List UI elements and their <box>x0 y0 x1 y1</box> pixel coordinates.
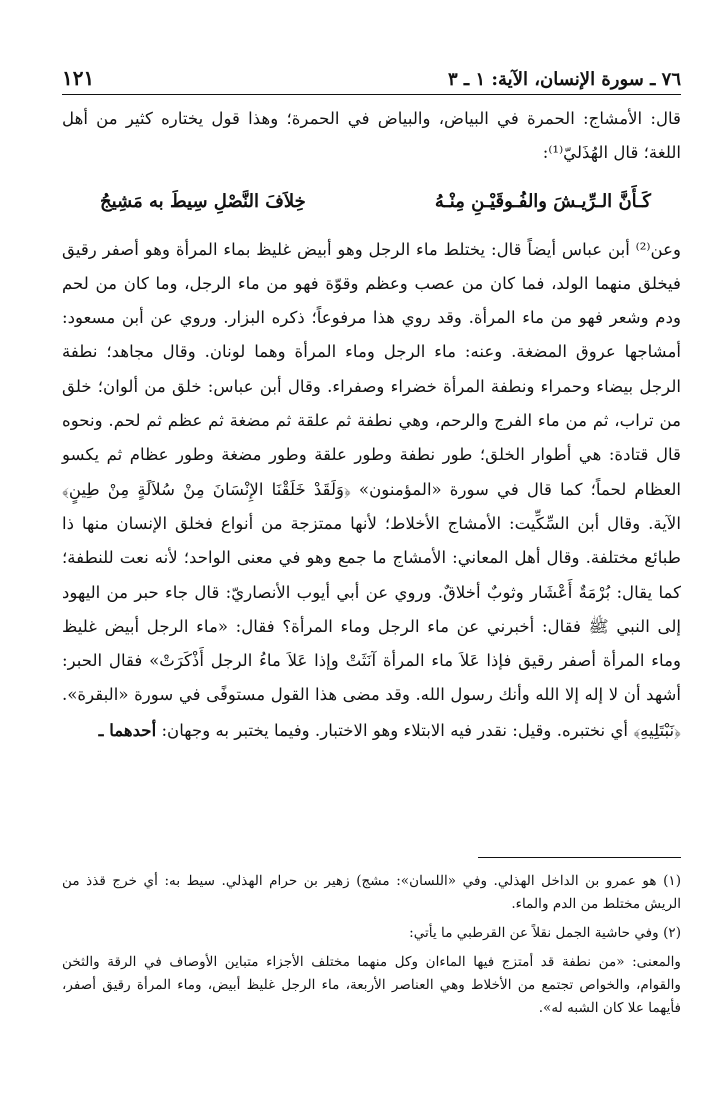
footnote-separator <box>478 857 681 858</box>
page-header <box>62 58 681 95</box>
footnote-2: (٢) وفي حاشية الجمل نقلاً عن القرطبي ما يأتي: <box>409 925 681 941</box>
poetry-verse <box>62 171 681 233</box>
paragraph-tail-bold: أحدهما ـ <box>98 719 157 740</box>
verse-second-hemistich: خِلاَفَ النَّصْلِ سِيطَ به مَشِيجُ <box>100 190 306 212</box>
paragraph-main-text: وعن⁽²⁾ أبن عباس أيضاً قال: يختلط ماء الرجل وهو أبيض غليظ بماء المرأة وهو أصفر رقيق فيخلق منهما الولد، فما كان من عصب وعظم وقوّة فهو من ماء الرجل، وما كان من لحم ودم وشعر فهو من ماء المرأة. وقد روي هذا مرفوعاً؛ ذكره البزار. وروي عن أبن مسعود: أمشاجها عروق المضغة. وعنه: ماء الرجل وماء المرأة وهما لونان. وقال مجاهد؛ نطفة الرجل بيضاء وحمراء ونطفة المرأة خضراء وصفراء. وقال أبن عباس: خلق من ألوان؛ خلق من تراب، ثم من ماء الفرج والرحم، وهي نطفة ثم علقة ثم مضغة ثم عظم ثم لحم. ونحوه قال قتادة: هي أطوار الخلق؛ طور نطفة وطور علقة وطور مضغة وطور عظام ثم يكسو العظام لحماً؛ كما قال في سورة «المؤمنون» ﴿وَلَقَدْ خَلَقْنَا الإِنْسَانَ مِنْ سُلاَلَةٍ مِنْ طِينٍ﴾ الآية. وقال أبن السِّكِّيت: الأمشاج الأخلاط؛ لأنها ممتزجة من أنواع فخلق الإنسان منها ذا طبائع مختلفة. وقال أهل المعاني: الأمشاج ما جمع وهو في معنى الواحد؛ لأنه نعت للنطفة؛ كما يقال: بُرْمَةٌ أَعْشَار وثوبٌ أخلاقٌ. وروي عن أبي أيوب الأنصاريّ: قال جاء حبر من اليهود إلى النبي ﷺ فقال: أخبرني عن ماء الرجل وماء المرأة؟ فقال: «ماء الرجل أبيض غليظ وماء المرأة أصفر رقيق فإذا عَلاَ ماء المرأة آنَثَتْ وإذا عَلاَ ماءُ الرجل أَذْكَرَتْ» فقال الحبر: أشهد أن لا إله إلا الله وأنك رسول الله. وقد مضى هذا القول مستوفًى في سورة «البقرة». ﴿نَبْتَلِيهِ﴾ أي نختبره. وقيل: نقدر فيه الابتلاء وهو الاختبار. وفيما يختبر به وجهان: <box>62 239 681 740</box>
paragraph-intro: قال: الأمشاج: الحمرة في البياض، والبياض في الحمرة؛ وهذا قول يختاره كثير من أهل اللغة؛ قال الهُذَليّ⁽¹⁾: <box>62 109 681 163</box>
running-title: ٧٦ ـ سورة الإنسان، الآية: ١ ـ ٣ <box>447 69 681 90</box>
footnote-2-body: والمعنى: «من نطفة قد أمتزج فيها الماءان وكل منهما مختلف الأجزاء متباين الأوصاف في الرقة والثخن والقوام، والخواص تجتمع من الأخلاط وهي العناصر الأربعة، ماء الرجل غليظ أبيض، وماء المرأة رقيق أصفر، فأيهما علا كان الشبه له». <box>62 954 681 1016</box>
footnotes <box>62 870 681 1020</box>
verse-first-hemistich: كَـأَنَّ الـرِّيـشَ والفُـوقَيْـنِ مِنْـهُ <box>434 190 651 212</box>
page-number: ١٢١ <box>62 66 95 90</box>
main-text <box>62 102 681 748</box>
paragraph-main <box>62 233 681 748</box>
footnote-1: (١) هو عمرو بن الداخل الهذلي. وفي «اللسان»: مشج) زهير بن حرام الهذلي. سيط به: أي خرج قذذ من الريش مختلط من الدم والماء. <box>62 873 681 912</box>
